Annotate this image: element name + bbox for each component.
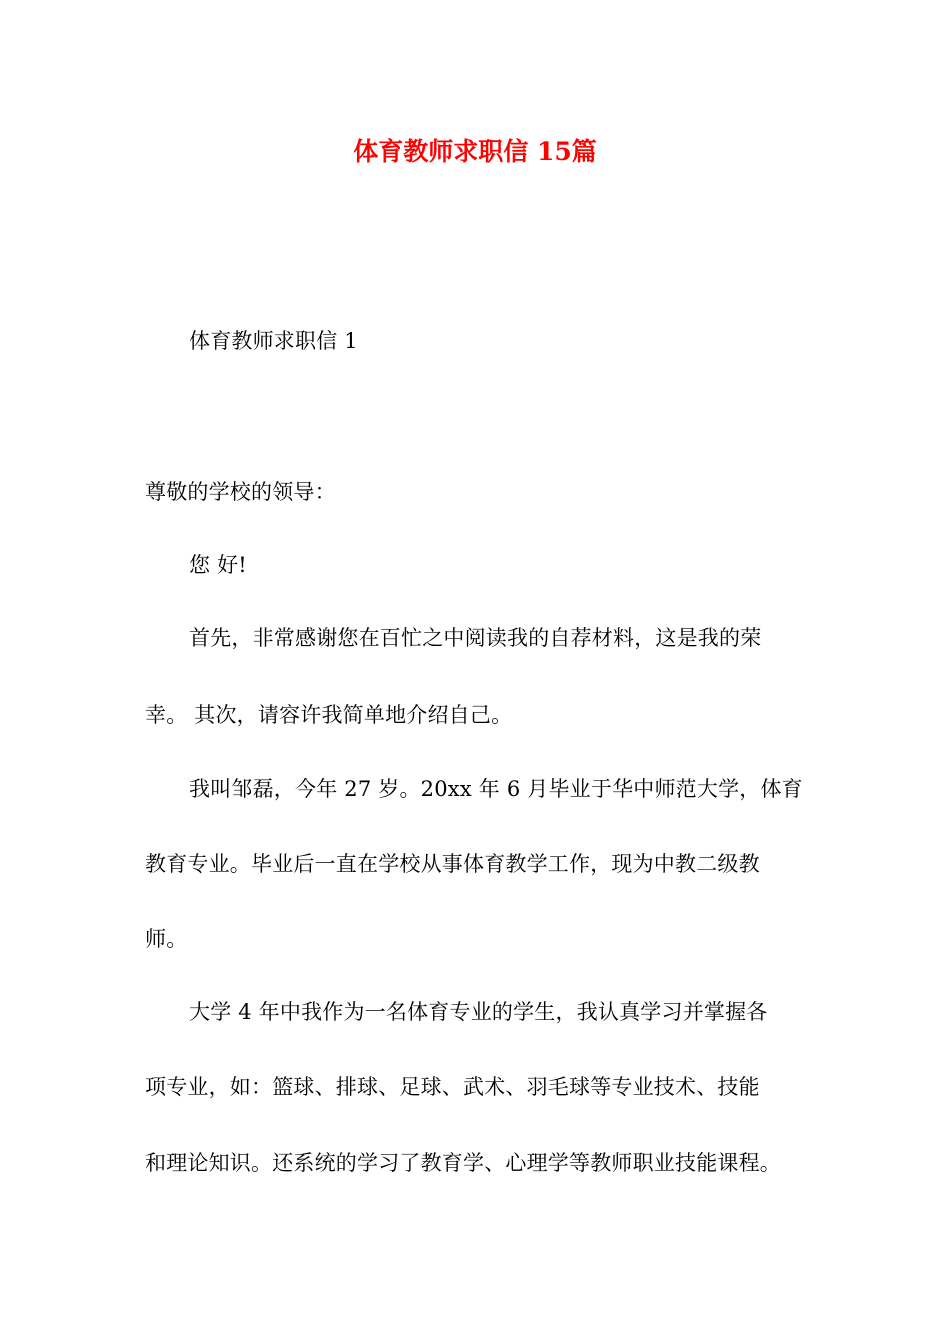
paragraph-line: 教育专业。毕业后一直在学校从事体育教学工作，现为中教二级教 (145, 852, 760, 876)
paragraph-line: 项专业，如：篮球、排球、足球、武术、羽毛球等专业技术、技能 (145, 1075, 760, 1099)
paragraph-line: 首先，非常感谢您在百忙之中阅读我的自荐材料，这是我的荣 (189, 626, 762, 650)
paragraph-line: 大学 4 年中我作为一名体育专业的学生，我认真学习并掌握各 (189, 1000, 768, 1024)
greeting: 您 好! (189, 553, 247, 577)
salutation: 尊敬的学校的领导： (145, 480, 336, 504)
document-title: 体育教师求职信 15篇 (353, 137, 597, 166)
paragraph-line: 我叫邹磊，今年 27 岁。20xx 年 6 月毕业于华中师范大学，体育 (189, 777, 803, 801)
paragraph-line: 幸。 其次，请容许我简单地介绍自己。 (145, 703, 513, 727)
paragraph-line: 和理论知识。还系统的学习了教育学、心理学等教师职业技能课程。 (145, 1151, 781, 1175)
section-heading: 体育教师求职信 1 (189, 329, 358, 353)
paragraph-line: 师。 (145, 927, 188, 951)
